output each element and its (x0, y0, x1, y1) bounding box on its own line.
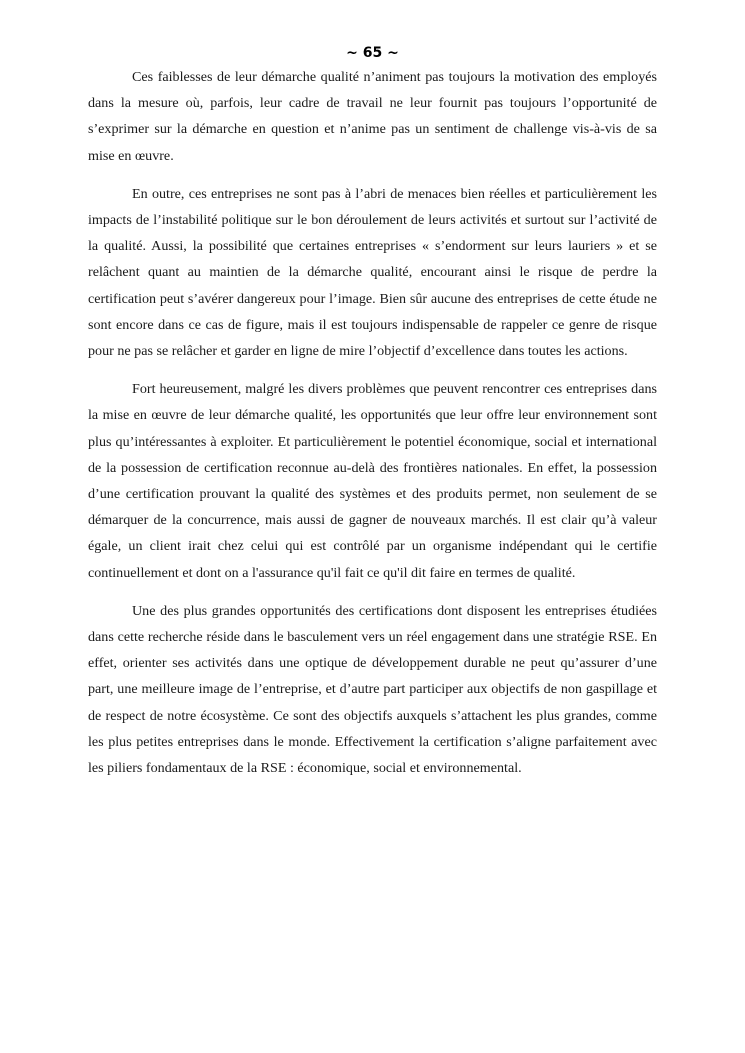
page-number: ~ 65 ~ (346, 45, 399, 61)
paragraph-opportunities: Fort heureusement, malgré les divers problèmes que peuvent rencontrer ces entreprises dans la mise en œuvre de leur démarche qualité, les opportunités que leur offre leur environnement sont plus qu’intéressantes à exploiter. Et particulièrement le potentiel économique, social et international de la possession de certification reconnue au-delà des frontières nationales. En effet, la possession d’une certification prouvant la qualité des systèmes et des produits permet, non seulement de se démarquer de la concurrence, mais aussi de gagner de nouveaux marchés. Il est clair qu’à valeur égale, un client irait chez celui qui est contrôlé par un organisme indépendant qui le certifie continuellement et dont on a l'assurance qu'il fait ce qu'il dit faire en termes de qualité. (88, 381, 657, 581)
paragraph-rse: Une des plus grandes opportunités des certifications dont disposent les entreprises étudiées dans cette recherche réside dans le basculement vers un réel engagement dans une stratégie RSE. En effet, orienter ses activités dans une optique de développement durable ne peut qu’assurer d’une part, une meilleure image de l’entreprise, et d’autre part participer aux objectifs de non gaspillage et de respect de notre écosystème. Ce sont des objectifs auxquels s’attachent les plus grandes, comme les plus petites entreprises dans le monde. Effectivement la certification s’aligne parfaitement avec les piliers fondamentaux de la RSE : économique, social et environnemental. (88, 602, 657, 777)
body-text (88, 64, 657, 793)
paragraph-weaknesses: Ces faiblesses de leur démarche qualité n’animent pas toujours la motivation des employés dans la mesure où, parfois, leur cadre de travail ne leur fournit pas toujours l’opportunité de s’exprimer sur la démarche en question et n’anime pas un sentiment de challenge vis-à-vis de sa mise en œuvre. (88, 69, 657, 164)
paragraph-threats: En outre, ces entreprises ne sont pas à l’abri de menaces bien réelles et particulièrement les impacts de l’instabilité politique sur le bon déroulement de leurs activités et surtout sur l’activité de la qualité. Aussi, la possibilité que certaines entreprises « s’endorment sur leurs lauriers » et se relâchent quant au maintien de la démarche qualité, encourant ainsi le risque de perdre la certification peut s’avérer dangereux pour l’image. Bien sûr aucune des entreprises de cette étude ne sont encore dans ce cas de figure, mais il est toujours indispensable de rappeler ce genre de risque pour ne pas se relâcher et garder en ligne de mire l’objectif d’excellence dans toutes les actions. (88, 185, 657, 360)
